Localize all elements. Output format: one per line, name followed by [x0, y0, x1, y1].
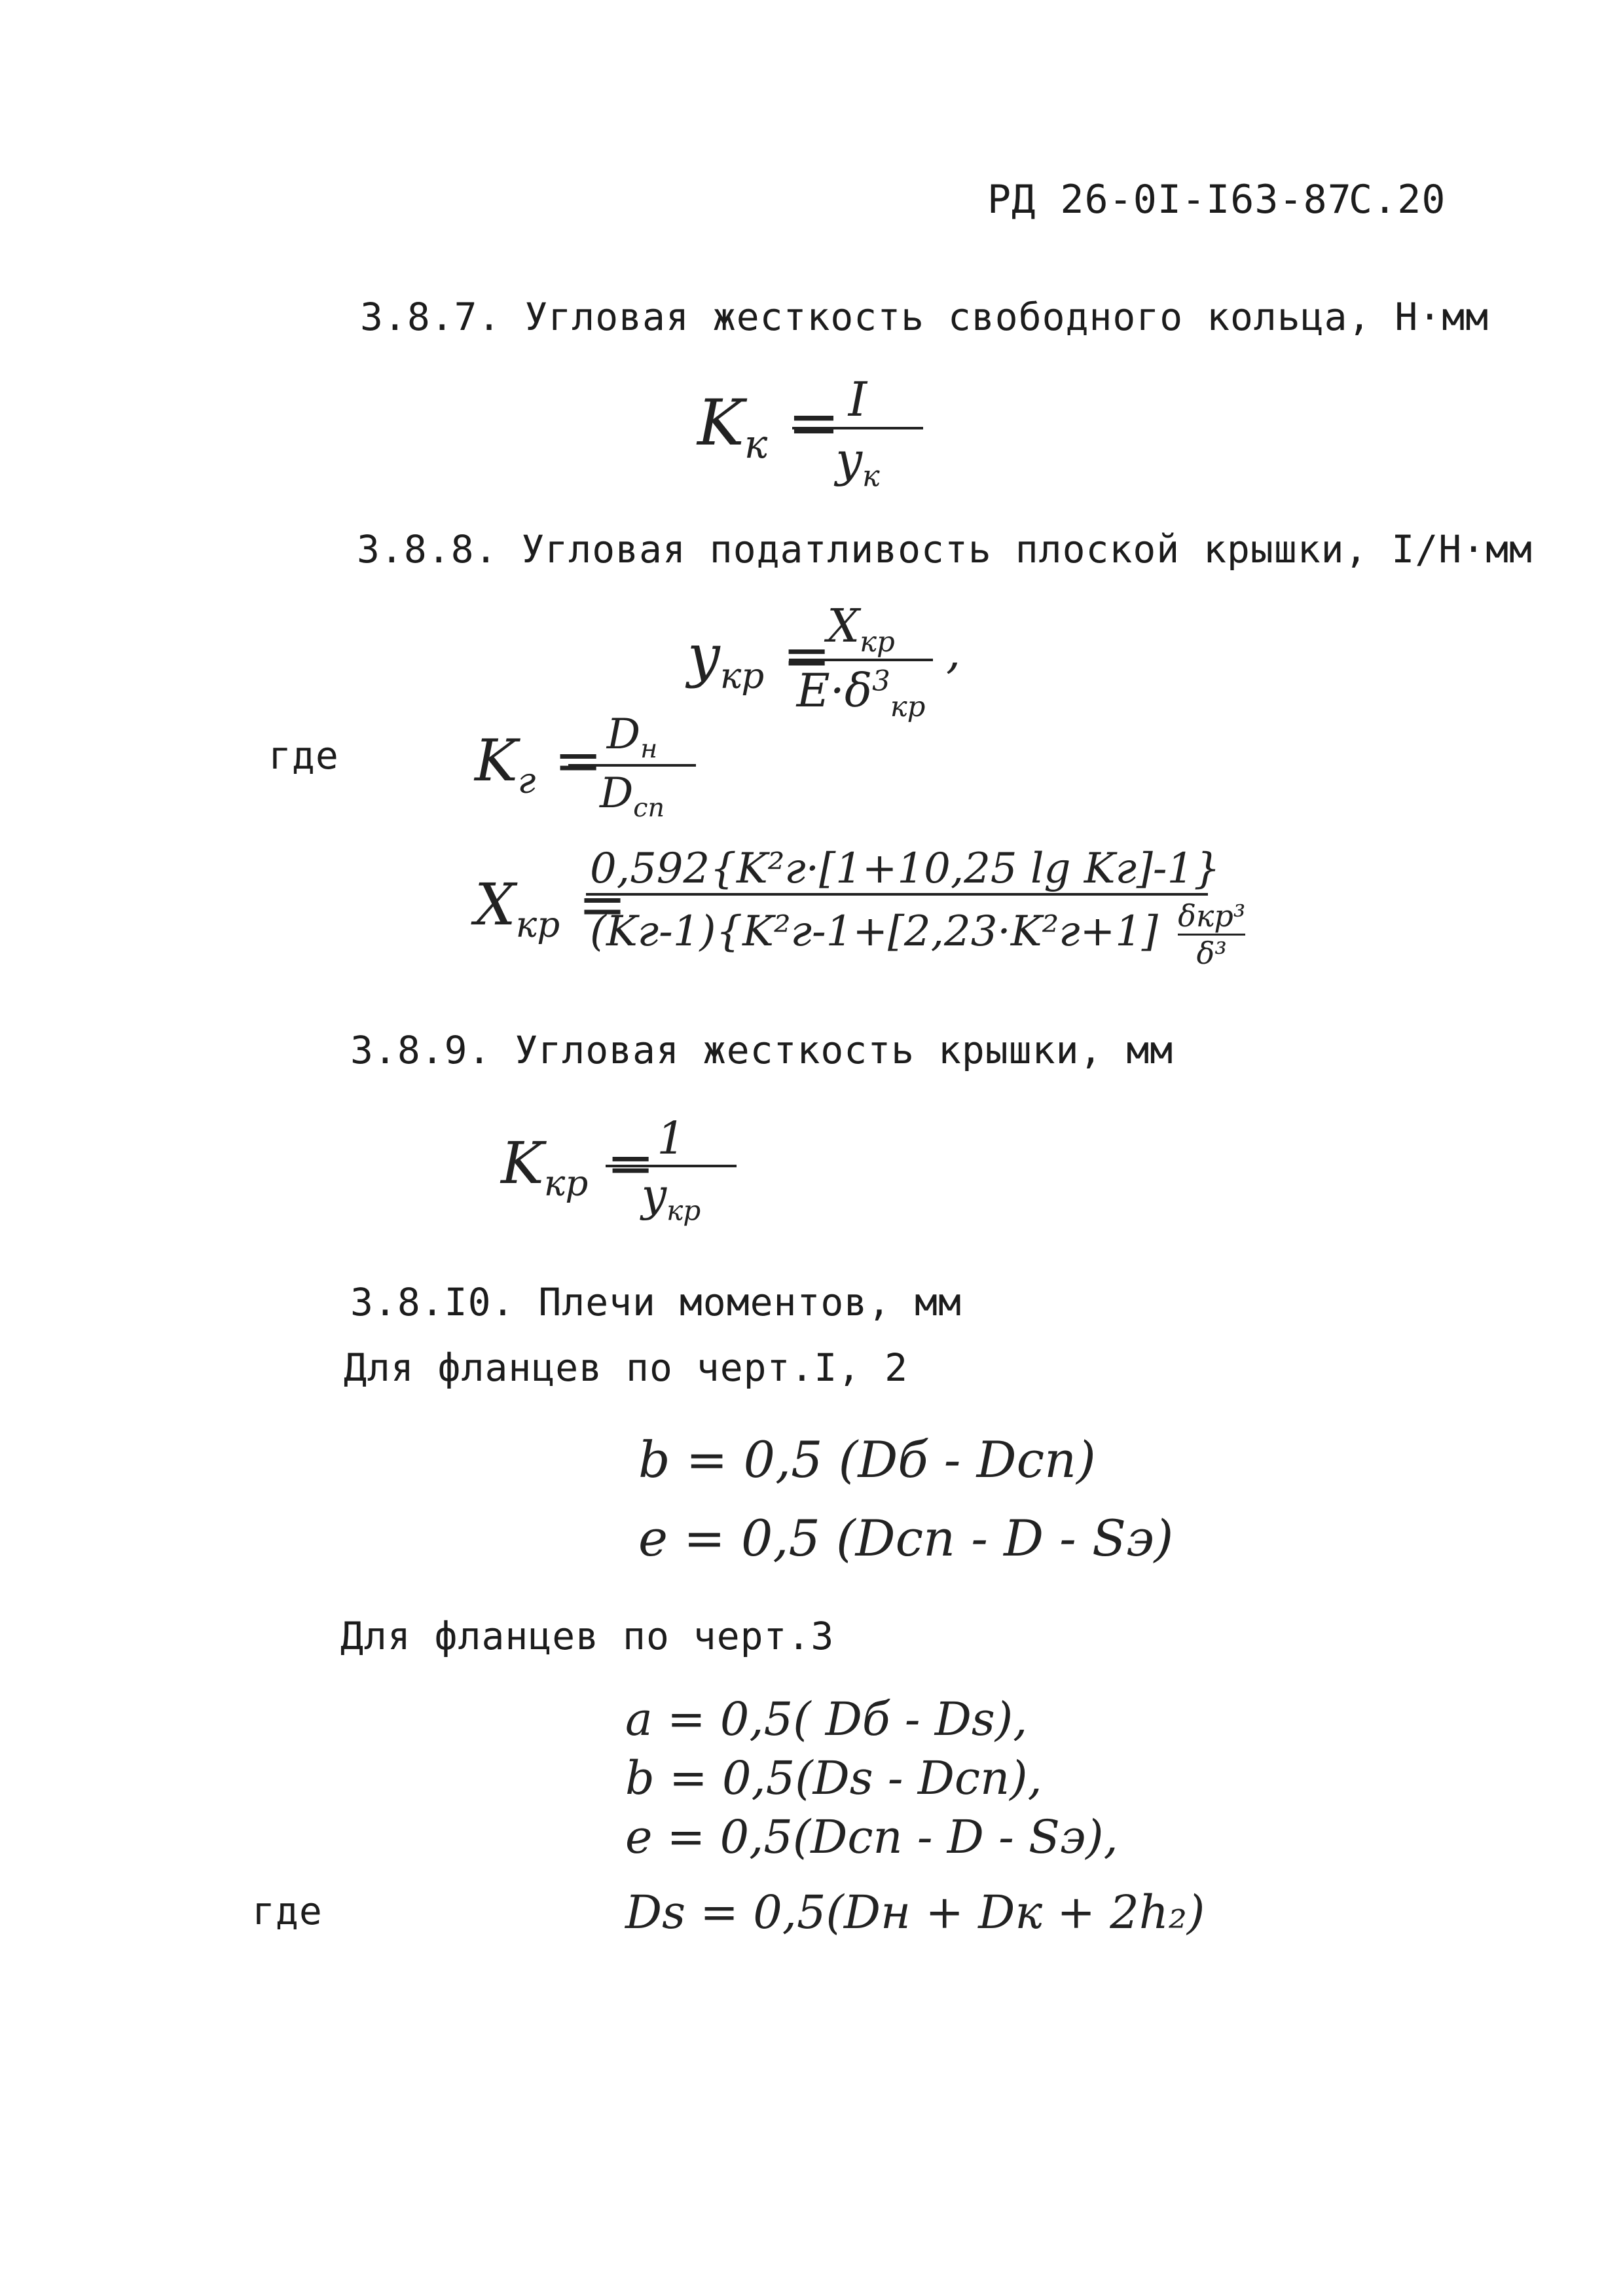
formula-fraction [586, 845, 1246, 971]
fraction-denominator: $E\cdot\delta^3_{кр}$ [789, 659, 933, 723]
formula-fraction [792, 372, 923, 493]
formula-a-case2: a = 0,5( Dб - Ds), [625, 1692, 1028, 1746]
where-label: где [268, 733, 339, 778]
formula-ds: Ds = 0,5(Dн + Dк + 2h₂) [625, 1886, 1205, 1939]
formula-lhs: $y_{кр}$ = [687, 622, 831, 697]
formula-b-case2: b = 0,5(Ds - Dсп), [625, 1751, 1042, 1805]
section-3-8-8-title: 3.8.8. Угловая податливость плоской крышки, I/Н·мм [357, 527, 1533, 572]
formula-fraction [606, 1113, 737, 1227]
case-1-label: Для фланцев по черт.I, 2 [344, 1345, 909, 1390]
fraction-numerator: $D_н$ [606, 710, 658, 764]
fraction-denominator: $D_{сп}$ [568, 764, 696, 823]
section-3-8-10-title: 3.8.I0. Плечи моментов, мм [350, 1280, 962, 1324]
formula-lhs: $X_{кр}$ = [475, 871, 627, 945]
fraction-denominator: (Kг-1){K²г-1+[2,23·K²г+1] δкр³ δ³ [586, 893, 1208, 971]
formula-lhs: $K_г$ = [475, 727, 603, 801]
formula-e-case2: e = 0,5(Dсп - D - Sэ), [625, 1810, 1118, 1864]
fraction-numerator: I [848, 372, 867, 427]
formula-e-case1: e = 0,5 (Dсп - D - Sэ) [638, 1509, 1174, 1567]
section-3-8-9-title: 3.8.9. Угловая жесткость крышки, мм [350, 1028, 1174, 1072]
where-label-2: где [252, 1889, 323, 1933]
fraction-numerator: $X_{кр}$ [827, 599, 895, 659]
fraction-numerator: 1 [657, 1113, 685, 1165]
formula-fraction [568, 710, 696, 823]
formula-b-case1: b = 0,5 (Dб - Dсп) [638, 1430, 1096, 1489]
page-number: С.20 [1349, 177, 1446, 223]
formula-lhs: $K_{кр}$ = [501, 1129, 655, 1204]
document-code: РД 26-0I-I63-87 [987, 177, 1352, 223]
formula-comma: , [946, 625, 961, 679]
formula-fraction [789, 599, 933, 723]
formula-lhs: $K_к$ = [697, 386, 841, 468]
fraction-denominator: $y_к$ [792, 427, 923, 493]
case-2-label: Для фланцев по черт.3 [340, 1614, 835, 1658]
fraction-numerator: 0,592{K²г·[1+10,25 lg Kг]-1} [590, 845, 1220, 893]
section-3-8-7-title: 3.8.7. Угловая жесткость свободного кольца, Н·мм [360, 295, 1489, 339]
fraction-denominator: $y_{кр}$ [606, 1165, 737, 1227]
